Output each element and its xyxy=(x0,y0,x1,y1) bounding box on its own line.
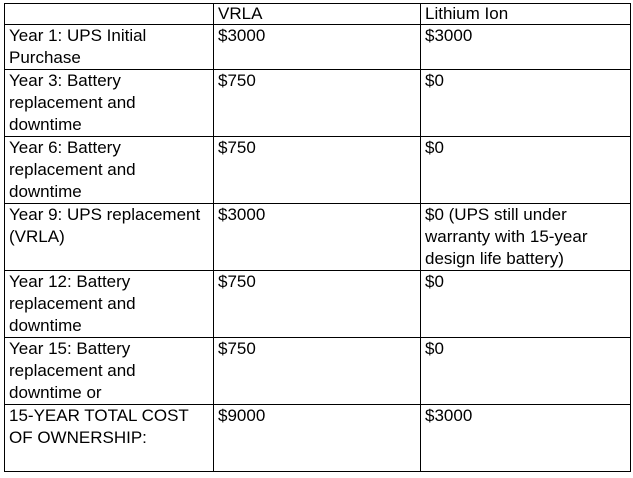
vrla-cost-cell: $750 xyxy=(214,271,421,338)
row-label-cell: Year 12: Battery replacement and downtime xyxy=(5,271,214,338)
vrla-total-cell: $9000 xyxy=(214,405,421,472)
header-cell-lithium-ion: Lithium Ion xyxy=(421,4,631,25)
row-label-cell: Year 3: Battery replacement and downtime xyxy=(5,70,214,137)
table-row-total xyxy=(5,405,631,472)
table-row xyxy=(5,70,631,137)
vrla-cost-cell: $750 xyxy=(214,137,421,204)
cost-comparison-table-wrapper xyxy=(4,3,631,472)
lithium-ion-cost-cell: $0 xyxy=(421,137,631,204)
lithium-ion-cost-cell: $0 (UPS still under warranty with 15-year design life battery) xyxy=(421,204,631,271)
table-row xyxy=(5,204,631,271)
row-label-cell: Year 15: Battery replacement and downtime or xyxy=(5,338,214,405)
vrla-cost-cell: $3000 xyxy=(214,204,421,271)
row-label-cell: Year 1: UPS Initial Purchase xyxy=(5,25,214,70)
vrla-cost-cell: $750 xyxy=(214,70,421,137)
header-cell-empty xyxy=(5,4,214,25)
vrla-cost-cell: $750 xyxy=(214,338,421,405)
row-label-cell: Year 6: Battery replacement and downtime xyxy=(5,137,214,204)
lithium-ion-cost-cell: $3000 xyxy=(421,25,631,70)
lithium-ion-total-cell: $3000 xyxy=(421,405,631,472)
table-header-row xyxy=(5,4,631,25)
table-row xyxy=(5,25,631,70)
table-row xyxy=(5,137,631,204)
header-cell-vrla: VRLA xyxy=(214,4,421,25)
table-row xyxy=(5,338,631,405)
lithium-ion-cost-cell: $0 xyxy=(421,271,631,338)
cost-comparison-table xyxy=(4,3,631,472)
total-label-cell: 15-YEAR TOTAL COST OF OWNERSHIP: xyxy=(5,405,214,472)
row-label-cell: Year 9: UPS replacement (VRLA) xyxy=(5,204,214,271)
vrla-cost-cell: $3000 xyxy=(214,25,421,70)
lithium-ion-cost-cell: $0 xyxy=(421,338,631,405)
lithium-ion-cost-cell: $0 xyxy=(421,70,631,137)
table-row xyxy=(5,271,631,338)
